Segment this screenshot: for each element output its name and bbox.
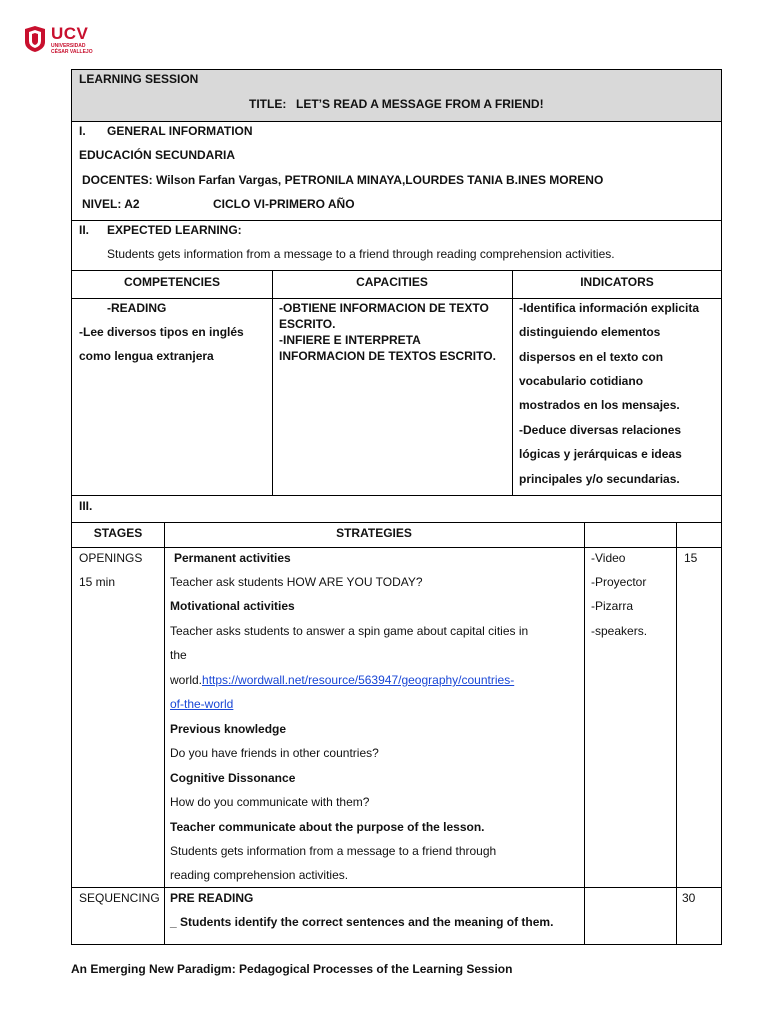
competencies-header-row — [72, 271, 721, 299]
wordwall-link[interactable]: https://wordwall.net/resource/563947/geography/countries- — [202, 673, 515, 687]
indicator-line: -Identifica información explicita — [519, 301, 700, 315]
header-competencies: COMPETENCIES — [123, 275, 220, 289]
column-divider — [584, 523, 585, 547]
header-indicators: INDICATORS — [580, 275, 654, 289]
competency-line: como lengua extranjera — [79, 349, 214, 363]
wordwall-link-continued[interactable]: of-the-world — [170, 697, 234, 711]
strategy-line: Do you have friends in other countries? — [170, 746, 379, 760]
indicator-line: distinguiendo elementos — [519, 325, 661, 339]
section-heading: EXPECTED LEARNING: — [107, 223, 242, 237]
indicator-line: lógicas y jerárquicas e ideas — [519, 447, 682, 461]
education-level: EDUCACIÓN SECUNDARIA — [79, 148, 236, 162]
indicator-line: mostrados en los mensajes. — [519, 398, 680, 412]
section-heading: GENERAL INFORMATION — [107, 124, 253, 138]
openings-row — [72, 548, 721, 888]
strategy-line: Teacher ask students HOW ARE YOU TODAY? — [170, 575, 423, 589]
ucv-shield-icon — [24, 26, 46, 52]
strategy-line: _ Students identify the correct sentences and the meaning of them. — [170, 915, 554, 929]
indicator-line: principales y/o secundarias. — [519, 472, 680, 486]
capacity-line: ESCRITO. — [279, 317, 336, 331]
material-item: -Proyector — [591, 575, 647, 589]
competency-line: -Lee diversos tipos en inglés — [79, 325, 244, 339]
title-label: TITLE: — [249, 97, 287, 111]
strategy-line: Students gets information from a message to a friend through — [170, 844, 497, 858]
header-row — [72, 70, 721, 122]
strategy-line: Teacher asks students to answer a spin game about capital cities in — [170, 624, 529, 638]
sequencing-row — [72, 888, 721, 944]
header-stages: STAGES — [93, 526, 143, 540]
stage-time: 30 — [682, 891, 696, 905]
header-strategies: STRATEGIES — [336, 526, 412, 540]
brand-text: UCV — [51, 24, 89, 43]
strategy-line: How do you communicate with them? — [170, 795, 370, 809]
stages-header-row — [72, 523, 721, 548]
ciclo-value: CICLO VI-PRIMERO AÑO — [213, 197, 355, 211]
section-three-row — [72, 496, 721, 523]
column-divider — [164, 548, 165, 887]
session-title: LET’S READ A MESSAGE FROM A FRIEND! — [296, 97, 544, 111]
column-divider — [512, 299, 513, 495]
capacity-line: -OBTIENE INFORMACION DE TEXTO — [279, 301, 489, 315]
strategy-heading: Previous knowledge — [170, 722, 287, 736]
indicator-line: vocabulario cotidiano — [519, 374, 644, 388]
stage-name: OPENINGS — [79, 551, 143, 565]
strategy-line: reading comprehension activities. — [170, 868, 349, 882]
column-divider — [676, 888, 677, 944]
capacity-line: INFORMACION DE TEXTOS ESCRITO. — [279, 349, 496, 363]
stage-name: SEQUENCING — [79, 891, 160, 905]
general-information-section — [72, 122, 721, 221]
learning-session-table — [71, 69, 722, 945]
expected-learning-text: Students gets information from a message to a friend through reading comprehension activities. — [107, 247, 615, 261]
strategy-line: the — [170, 648, 187, 662]
strategy-heading: Teacher communicate about the purpose of the lesson. — [170, 820, 485, 834]
strategy-heading: Cognitive Dissonance — [170, 771, 296, 785]
column-divider — [676, 523, 677, 547]
strategy-heading: Permanent activities — [174, 551, 291, 565]
material-item: -speakers. — [591, 624, 648, 638]
section-number: III. — [79, 499, 93, 513]
material-item: -Pizarra — [591, 599, 634, 613]
capacity-line: -INFIERE E INTERPRETA — [279, 333, 421, 347]
section-number: I. — [79, 124, 86, 138]
strategy-line: world.https://wordwall.net/resource/563947/geography/countries- — [170, 673, 515, 687]
stage-duration: 15 min — [79, 575, 116, 589]
column-divider — [584, 548, 585, 887]
ucv-logo — [24, 24, 94, 56]
strategy-heading: Motivational activities — [170, 599, 295, 613]
competency-title: -READING — [107, 301, 167, 315]
column-divider — [676, 548, 677, 887]
teachers-line: DOCENTES: Wilson Farfan Vargas, PETRONILA MINAYA,LOURDES TANIA B.INES MORENO — [82, 173, 604, 187]
brand-subline: UNIVERSIDAD CÉSAR VALLEJO — [51, 43, 93, 55]
expected-learning-section — [72, 221, 721, 271]
column-divider — [584, 888, 585, 944]
indicator-line: dispersos en el texto con — [519, 350, 664, 364]
header-capacities: CAPACITIES — [356, 275, 428, 289]
indicator-line: -Deduce diversas relaciones — [519, 423, 682, 437]
footer-caption: An Emerging New Paradigm: Pedagogical Processes of the Learning Session — [71, 962, 513, 976]
strategy-heading: PRE READING — [170, 891, 254, 905]
column-divider — [164, 888, 165, 944]
competencies-body-row — [72, 299, 721, 496]
stage-time: 15 — [684, 551, 698, 565]
column-divider — [272, 299, 273, 495]
nivel-value: NIVEL: A2 — [82, 197, 140, 211]
material-item: -Video — [591, 551, 626, 565]
session-label: LEARNING SESSION — [79, 72, 199, 86]
section-number: II. — [79, 223, 90, 237]
